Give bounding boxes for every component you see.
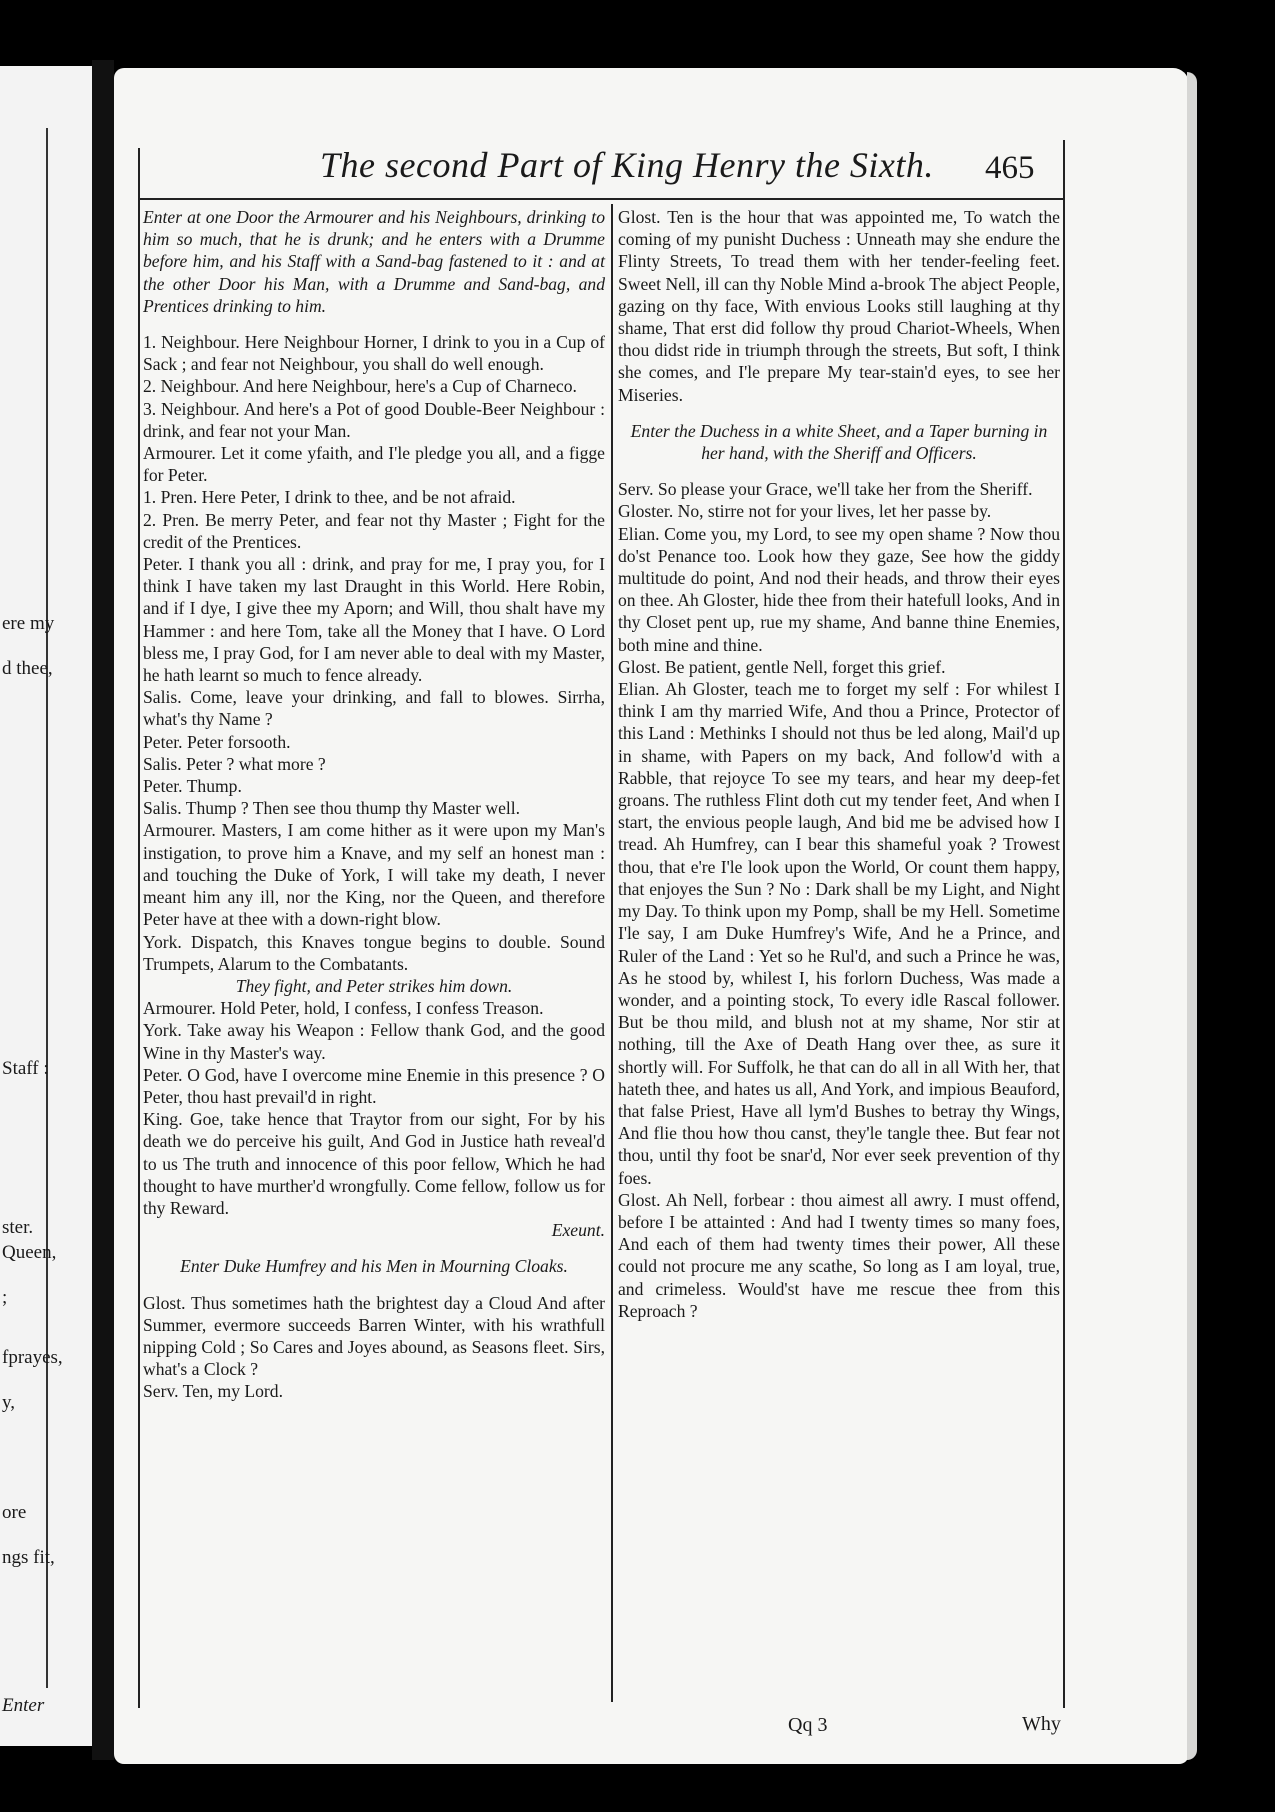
speech-paragraph: 1. Pren. Here Peter, I drink to thee, and be not afraid. [143, 487, 516, 508]
speech-paragraph: Armourer. Let it come yfaith, and I'le pledge you all, and a figge for Peter. [143, 443, 605, 486]
header-rule [138, 198, 1065, 200]
speech-paragraph: Armourer. Masters, I am come hither as it were upon my Man's instigation, to prove him a Knave, and my self an honest man : and touching the Duke of York, I will take my death, I never meant him any ill, nor the King, nor the Queen, and therefore Peter have at thee with a down-right blow. [143, 820, 605, 930]
facing-page-line: Enter [2, 1695, 45, 1716]
facing-page-line: d thee, [2, 658, 53, 679]
speech-paragraph: 3. Neighbour. And here's a Pot of good Double-Beer Neighbour : drink, and fear not your Man. [143, 398, 605, 441]
speech-paragraph: Glost. Ah Nell, forbear : thou aimest all awry. I must offend, before I be attainted : And had I twenty times so many foes, And each of them had twenty times their power, All these could not procure me any scathe, So long as I am loyal, true, and crimeless. Would'st have me rescue thee from this Reproach ? [618, 1189, 1060, 1321]
speech-paragraph: York. Take away his Weapon : Fellow thank God, and the good Wine in thy Master's way. [143, 1020, 605, 1063]
stage-direction: Enter the Duchess in a white Sheet, and a Taper burning in her hand, with the Sheriff and Officers. [630, 420, 1048, 464]
speech-paragraph: Serv. Ten, my Lord. [143, 1381, 283, 1402]
catchword: Why [1022, 1713, 1061, 1735]
facing-page-line: Staff : [2, 1058, 49, 1079]
speech-paragraph: Salis. Thump ? Then see thou thump thy Master well. [143, 798, 521, 819]
facing-page-line: Queen, [2, 1242, 57, 1263]
speech-paragraph: Elian. Ah Gloster, teach me to forget my self : For whilest I think I am thy married Wife, And thou a Prince, Protector of this Land : Methinks I should not thus be led along, Mail'd up in shame, with Papers on my back, And follow'd with a Rabble, that rejoyce To see my tears, and hear my deep-fet groans. The ruthless Flint doth cut my tender feet, And when I start, the envious people laugh, And bid me be advised how I tread. Ah Humfrey, can I bear this shameful yoak ? Trowest thou, that e're I'le look upon the World, Or count them happy, that enjoyes the Sun ? No : Dark shall be my Light, and Night my Day. To think upon my Pomp, shall be my Hell. Sometime I'le say, I am Duke Humfrey's Wife, And he a Prince, and Ruler of the Land : Yet so he Rul'd, and such a Prince he was, As he stood by, whilest I, his forlorn Duchess, Was made a wonder, and a pointing stock, To every idle Rascal follower. But be thou mild, and blush not at my shame, Nor stir at nothing, till the Axe of Death Hang over thee, as sure it shortly will. For Suffolk, he that can do all in all With her, that hateth thee, and hates us all, And York, and impious Beauford, that false Priest, Have all lym'd Bushes to betray thy Wings, And flie thou how thou canst, they'le tangle thee. But fear not thou, until thy foot be snar'd, Nor ever seek prevention of thy foes. [618, 679, 1060, 1188]
speech-paragraph: Peter. I thank you all : drink, and pray for me, I pray you, for I think I have taken my last Draught in this World. Here Robin, and if I dye, I give thee my Aporn; and Will, thou shalt have my Hammer : and here Tom, take all the Money that I have. O Lord bless me, I pray God, for I am never able to deal with my Master, he hath learnt so much to fence already. [143, 554, 605, 686]
facing-page-line: ngs fit, [2, 1547, 55, 1568]
left-text-column [143, 206, 605, 1403]
speech-paragraph: 2. Neighbour. And here Neighbour, here's a Cup of Charneco. [143, 376, 577, 397]
facing-page-line: ere my [2, 613, 55, 634]
running-title: The second Part of King Henry the Sixth. [320, 145, 934, 185]
speech-paragraph: Glost. Thus sometimes hath the brightest day a Cloud And after Summer, evermore succeeds Barren Winter, with his wrathfull nipping Cold ; So Cares and Joyes abound, as Seasons fleet. Sirs, what's a Clock ? [143, 1292, 605, 1380]
frame-left-rule [138, 148, 140, 1708]
signature-mark: Qq 3 [788, 1714, 828, 1736]
facing-page-line: ; [2, 1287, 8, 1308]
speech-paragraph: Elian. Come you, my Lord, to see my open shame ? Now thou do'st Penance too. Look how they gaze, See how the giddy multitude do point, And nod their heads, and throw their eyes on thee. Ah Gloster, hide thee from their hatefull looks, And in thy Closet pent up, rue my shame, And banne thine Enemies, both mine and thine. [618, 523, 1060, 655]
stage-direction: Enter at one Door the Armourer and his Neighbours, drinking to him so much, that he is drunk; and he enters with a Drumme before him, and his Staff with a Sand-bag fastened to it : and at the other Door his Man, with a Drumme and Sand-bag, and Prentices drinking to him. [143, 207, 605, 316]
facing-page-line: ster. [2, 1217, 34, 1238]
speech-paragraph: Peter. Thump. [143, 776, 242, 797]
facing-page-rule [46, 128, 48, 1688]
speech-paragraph: Armourer. Hold Peter, hold, I confess, I confess Treason. [143, 998, 544, 1019]
speech-paragraph: Salis. Come, leave your drinking, and fall to blowes. Sirrha, what's thy Name ? [143, 687, 605, 730]
speech-paragraph: Salis. Peter ? what more ? [143, 753, 326, 774]
speech-paragraph: York. Dispatch, this Knaves tongue begins to double. Sound Trumpets, Alarum to the Combatants. [143, 931, 605, 974]
page-edge [1187, 72, 1197, 1760]
page-number: 465 [985, 150, 1035, 186]
speech-paragraph: 2. Pren. Be merry Peter, and fear not thy Master ; Fight for the credit of the Prentices. [143, 509, 605, 552]
facing-page-fragment [0, 66, 92, 1746]
stage-direction: They fight, and Peter strikes him down. [235, 975, 513, 996]
facing-page-line: y, [2, 1392, 16, 1413]
facing-page-line: ore [2, 1502, 27, 1523]
frame-right-rule [1063, 140, 1065, 1708]
exit-direction: Exeunt. [551, 1220, 605, 1241]
speech-paragraph: Peter. Peter forsooth. [143, 731, 291, 752]
speech-paragraph: Glost. Be patient, gentle Nell, forget this grief. [618, 656, 946, 677]
speech-paragraph: Glost. Ten is the hour that was appointed me, To watch the coming of my punisht Duchess : Unneath may she endure the Flinty Streets, To tread them with her tender-feeling feet. Sweet Nell, ill can thy Noble Mind a-brook The abject People, gazing on thy face, With envious Looks still laughing at thy shame, That erst did follow thy proud Chariot-Wheels, When thou didst ride in triumph through the streets, But soft, I think she comes, and I'le prepare My tear-stain'd eyes, to see her Miseries. [618, 207, 1060, 405]
book-gutter [92, 60, 114, 1760]
speech-paragraph: 1. Neighbour. Here Neighbour Horner, I drink to you in a Cup of Sack ; and fear not Neighbour, you shall do well enough. [143, 332, 605, 375]
right-text-column [618, 206, 1060, 1322]
stage-direction: Enter Duke Humfrey and his Men in Mourning Cloaks. [180, 1256, 568, 1277]
facing-page-line: fprayes, [2, 1347, 63, 1368]
speech-paragraph: Peter. O God, have I overcome mine Enemie in this presence ? O Peter, thou hast prevail'd in right. [143, 1064, 605, 1107]
speech-paragraph: King. Goe, take hence that Traytor from our sight, For by his death we do perceive his guilt, And God in Justice hath reveal'd to us The truth and innocence of this poor fellow, Which he had thought to have murther'd wrongfully. Come fellow, follow us for thy Reward. [143, 1109, 605, 1218]
column-divider [611, 204, 613, 1702]
speech-paragraph: Gloster. No, stirre not for your lives, let her passe by. [618, 501, 992, 522]
speech-paragraph: Serv. So please your Grace, we'll take her from the Sheriff. [618, 479, 1033, 500]
